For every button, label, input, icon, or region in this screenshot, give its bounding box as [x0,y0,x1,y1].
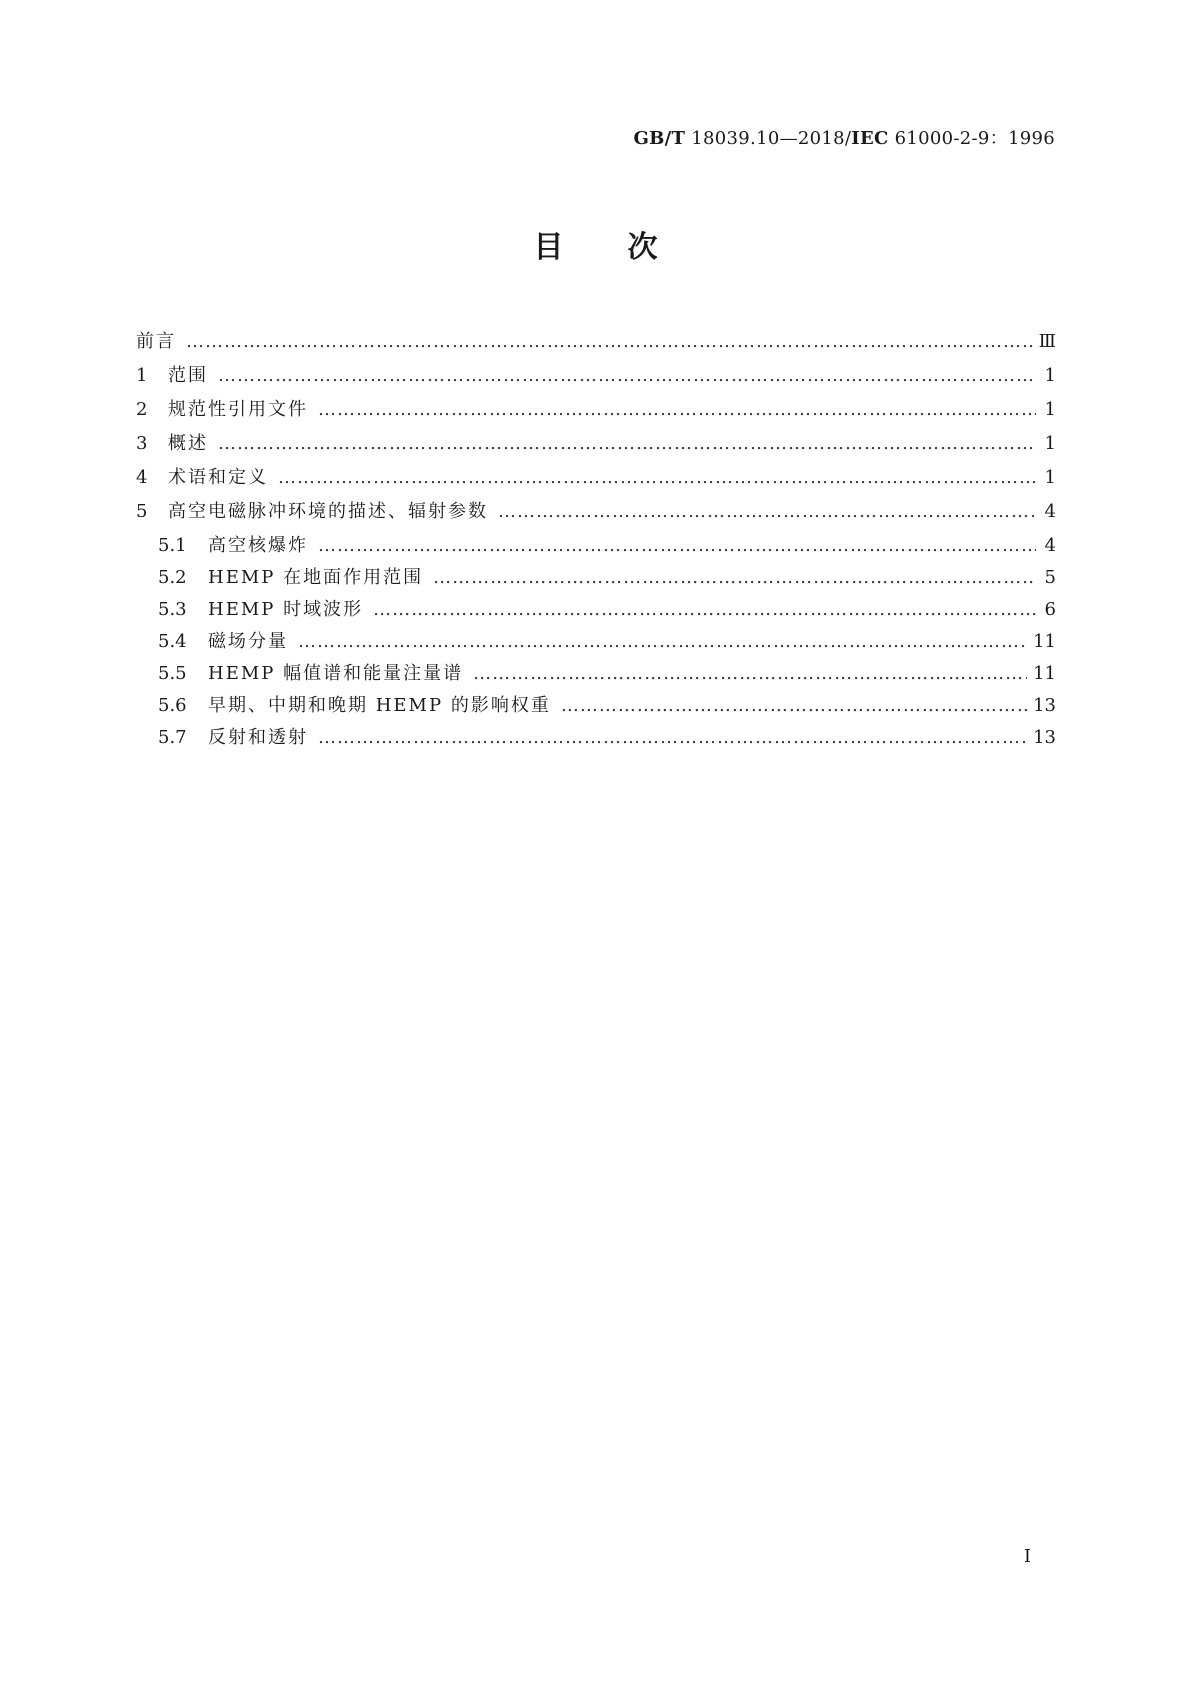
dot-leader [318,399,1036,420]
toc-label: 前言 [136,331,176,352]
toc-number: 5.5 [158,663,187,684]
toc-label: 范围 [168,365,208,386]
toc-number: 5.1 [158,535,187,556]
toc-label: 高空核爆炸 [208,535,308,556]
toc-label: 反射和透射 [208,727,308,748]
toc-label: 磁场分量 [208,631,288,652]
toc-page: 4 [1044,535,1056,556]
toc-page: Ⅲ [1038,331,1056,352]
toc-number: 4 [136,467,148,488]
toc-page: 11 [1033,631,1056,652]
toc-entry-5-6[interactable] [136,691,1056,723]
toc-entry-5-3[interactable] [136,595,1056,627]
toc-page: 13 [1033,727,1056,748]
toc-label: HEMP 时域波形 [208,599,364,620]
dot-leader [218,433,1036,454]
toc-page: 5 [1044,567,1056,588]
toc-page: 13 [1033,695,1056,716]
toc-label: HEMP 幅值谱和能量注量谱 [208,663,464,684]
toc-entry-5-2[interactable] [136,563,1056,595]
toc-entry-5[interactable] [136,497,1056,531]
toc-number: 5.6 [158,695,187,716]
dot-leader [318,727,1027,748]
toc-entry-foreword[interactable] [136,327,1056,361]
toc-number: 5.3 [158,599,187,620]
page-title [0,222,1191,266]
toc-entry-5-1[interactable] [136,531,1056,563]
toc-number: 5.7 [158,727,187,748]
toc-number: 3 [136,433,148,454]
toc-number: 1 [136,365,148,386]
toc-entry-5-4[interactable] [136,627,1056,659]
toc-page: 6 [1044,599,1056,620]
dot-leader [373,599,1036,620]
dot-leader [561,695,1027,716]
title-char-1: 目 [533,230,564,265]
toc-page: 11 [1033,663,1056,684]
standard-number-header [633,124,1055,150]
toc-label: 术语和定义 [168,467,268,488]
toc-page: 1 [1044,365,1056,386]
toc-number: 5.2 [158,567,187,588]
dot-leader [318,535,1036,556]
toc-page: 1 [1044,399,1056,420]
toc-entry-4[interactable] [136,463,1056,497]
toc-label: 规范性引用文件 [168,399,308,420]
std-prefix: GB/T [633,128,686,149]
toc-label: HEMP 在地面作用范围 [208,567,424,588]
dot-leader [298,631,1027,652]
toc-entry-2[interactable] [136,395,1056,429]
toc-number: 5 [136,501,148,522]
table-of-contents [136,327,1056,755]
dot-leader [473,663,1027,684]
title-char-2: 次 [627,230,658,265]
dot-leader [433,567,1036,588]
toc-entry-5-5[interactable] [136,659,1056,691]
toc-page: 1 [1044,433,1056,454]
toc-entry-3[interactable] [136,429,1056,463]
toc-page: 1 [1044,467,1056,488]
page-number: I [1023,1546,1031,1567]
toc-label: 概述 [168,433,208,454]
toc-label: 高空电磁脉冲环境的描述、辐射参数 [168,501,488,522]
iec-number: 61000-2-9：1996 [894,128,1055,149]
toc-entry-5-7[interactable] [136,723,1056,755]
toc-entry-1[interactable] [136,361,1056,395]
dot-leader [218,365,1036,386]
toc-number: 5.4 [158,631,187,652]
dot-leader [278,467,1036,488]
iec-prefix: IEC [851,128,889,149]
toc-label: 早期、中期和晚期 HEMP 的影响权重 [208,695,551,716]
toc-number: 2 [136,399,148,420]
std-number: 18039.10—2018/ [691,128,852,149]
toc-page: 4 [1044,501,1056,522]
dot-leader [498,501,1036,522]
dot-leader [186,331,1033,352]
